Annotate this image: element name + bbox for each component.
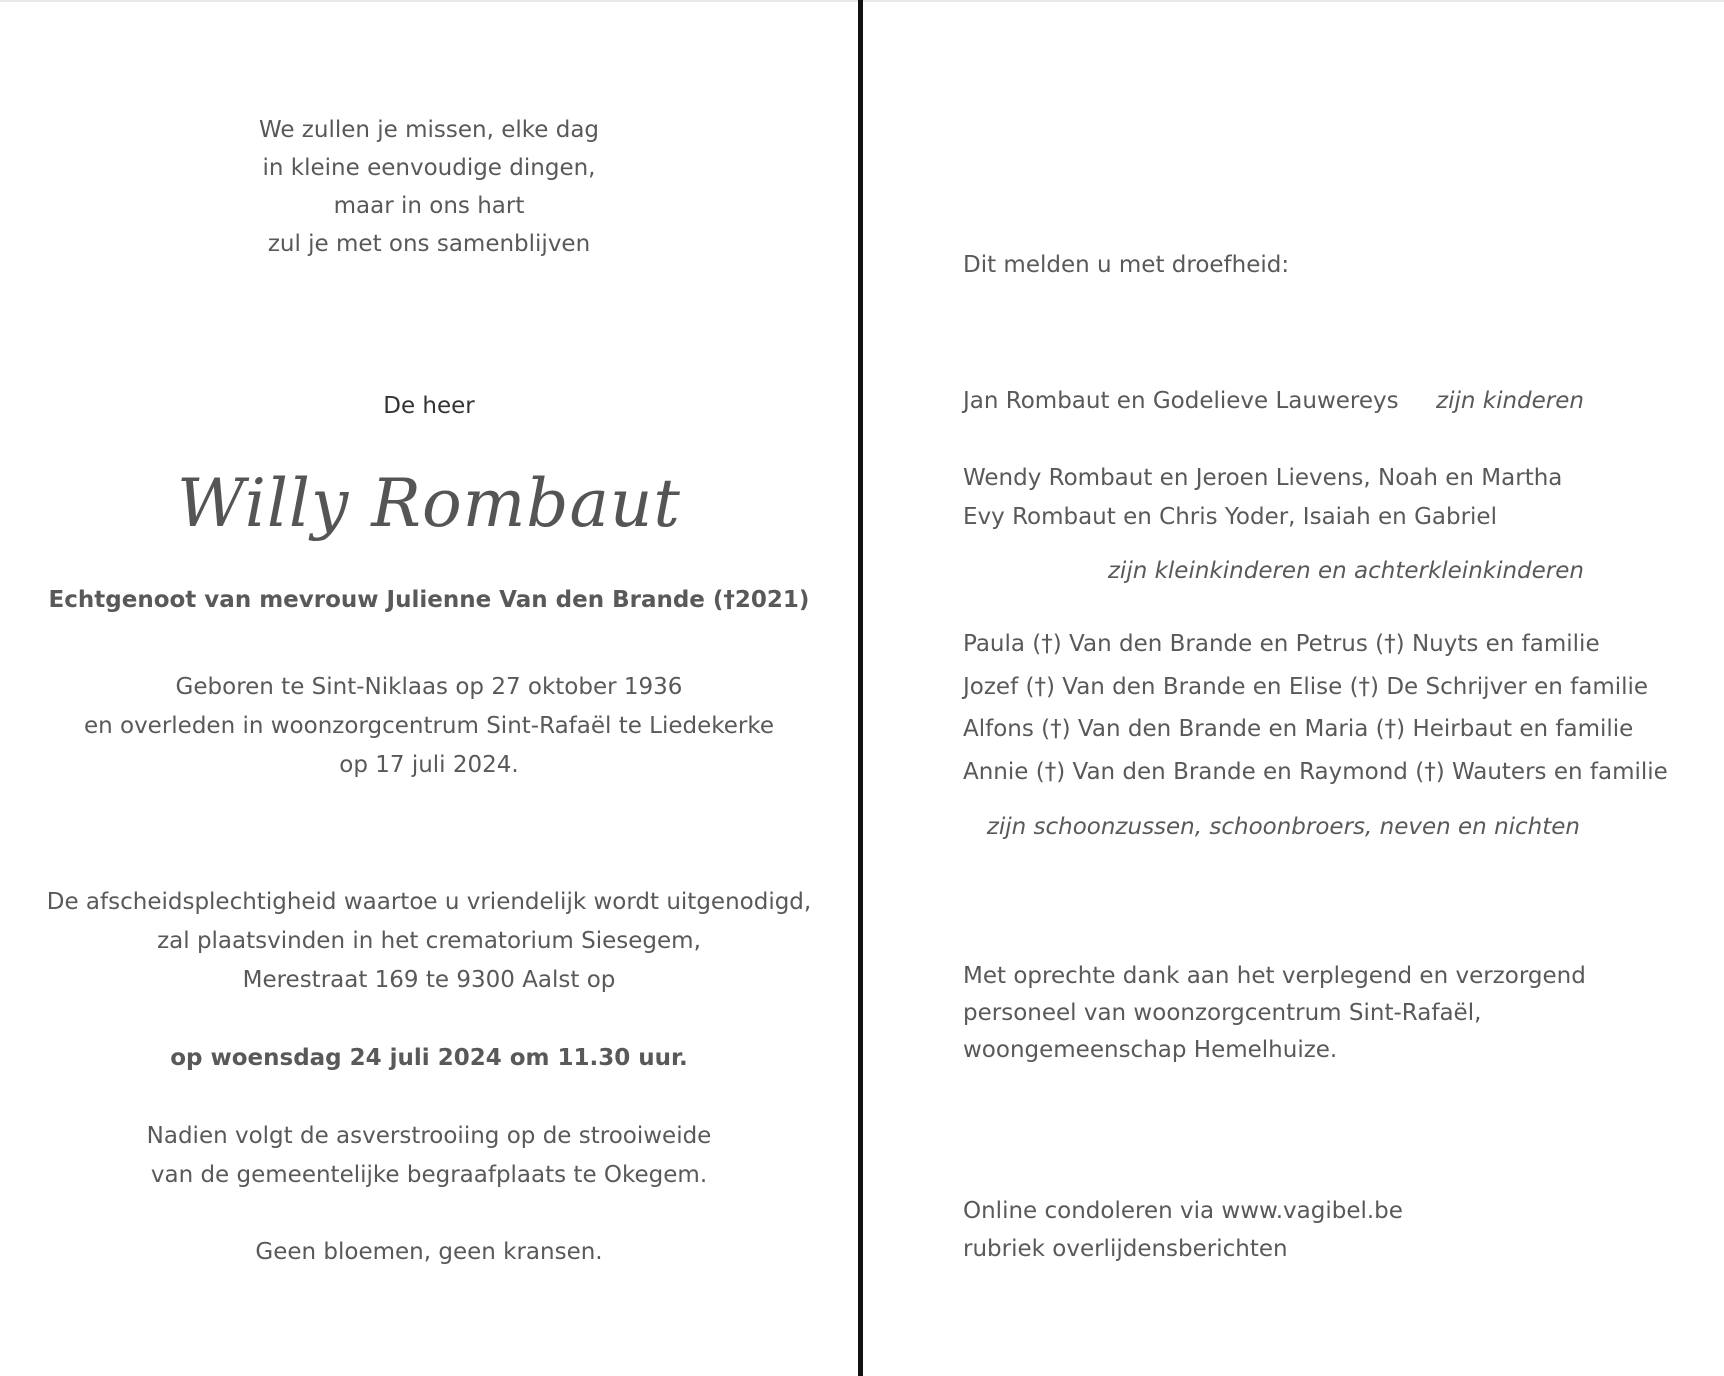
birth-death-line: Geboren te Sint-Niklaas op 27 oktober 1936 — [175, 674, 683, 700]
scattering-line: Nadien volgt de asverstrooiing op de strooiweide — [146, 1123, 712, 1149]
thanks-line: woongemeenschap Hemelhuize. — [963, 1037, 1338, 1063]
poem-line: in kleine eenvoudige dingen, — [262, 155, 596, 181]
children-names: Jan Rombaut en Godelieve Lauwereys — [963, 388, 1399, 414]
poem-line: zul je met ons samenblijven — [267, 231, 591, 257]
scattering-line: van de gemeentelijke begraafplaats te Okegem. — [150, 1162, 708, 1188]
thanks-line: personeel van woonzorgcentrum Sint-Rafaël, — [963, 1000, 1482, 1026]
salutation: De heer — [383, 393, 475, 419]
online-condolence-line: rubriek overlijdensberichten — [963, 1236, 1288, 1262]
ceremony-line: Merestraat 169 te 9300 Aalst op — [242, 967, 616, 993]
in-laws-line: Annie (†) Van den Brande en Raymond (†) Wauters en familie — [963, 759, 1668, 785]
ceremony-line: zal plaatsvinden in het crematorium Siesegem, — [157, 928, 701, 954]
birth-death-line: en overleden in woonzorgcentrum Sint-Rafaël te Liedekerke — [83, 713, 775, 739]
grandchildren-role: zijn kleinkinderen en achterkleinkinderen — [1107, 558, 1584, 584]
right-page — [863, 0, 1724, 1376]
no-flowers-note: Geen bloemen, geen kransen. — [255, 1239, 603, 1265]
birth-death-line: op 17 juli 2024. — [339, 752, 519, 778]
ceremony-line: De afscheidsplechtigheid waartoe u vriendelijk wordt uitgenodigd, — [46, 889, 812, 915]
poem-line: We zullen je missen, elke dag — [258, 117, 600, 143]
ceremony-date-time: op woensdag 24 juli 2024 om 11.30 uur. — [170, 1045, 688, 1071]
children-role: zijn kinderen — [1436, 388, 1584, 414]
left-page — [0, 0, 858, 1376]
grandchildren-names: Wendy Rombaut en Jeroen Lievens, Noah en Martha — [963, 465, 1563, 491]
online-condolence-line: Online condoleren via www.vagibel.be — [963, 1198, 1403, 1224]
in-laws-role: zijn schoonzussen, schoonbroers, neven en nichten — [986, 814, 1580, 840]
thanks-line: Met oprechte dank aan het verplegend en verzorgend — [963, 963, 1586, 989]
announcement-intro: Dit melden u met droefheid: — [963, 252, 1290, 278]
in-laws-line: Jozef (†) Van den Brande en Elise (†) De Schrijver en familie — [963, 674, 1649, 700]
grandchildren-names: Evy Rombaut en Chris Yoder, Isaiah en Gabriel — [963, 504, 1497, 530]
poem-line: maar in ons hart — [333, 193, 525, 219]
spouse-line: Echtgenoot van mevrouw Julienne Van den Brande (†2021) — [48, 587, 810, 613]
deceased-name: Willy Rombaut — [177, 465, 681, 542]
in-laws-line: Alfons (†) Van den Brande en Maria (†) Heirbaut en familie — [963, 716, 1634, 742]
in-laws-line: Paula (†) Van den Brande en Petrus (†) Nuyts en familie — [963, 631, 1600, 657]
